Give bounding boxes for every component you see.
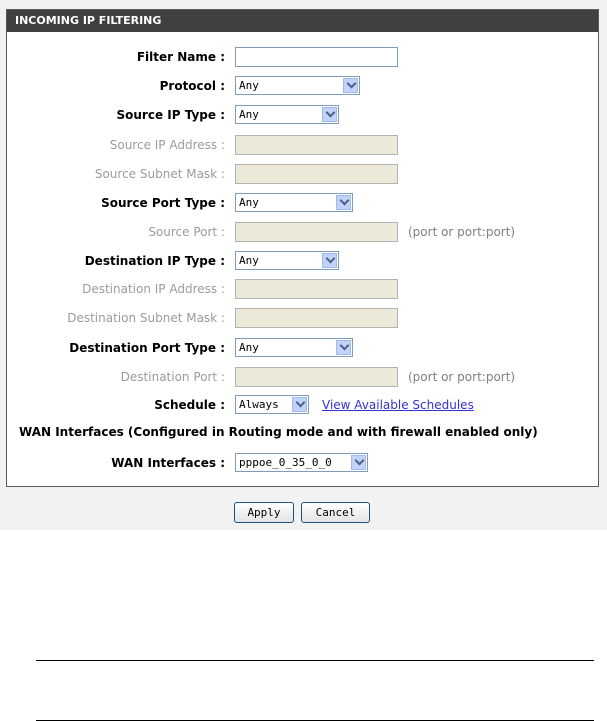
destination-port-type-row	[7, 337, 598, 359]
destination-port-type-select[interactable]	[235, 338, 353, 357]
destination-ip-type-select-value: Any	[239, 254, 259, 267]
wan-interfaces-select[interactable]	[235, 453, 368, 472]
view-available-schedules-link[interactable]: View Available Schedules	[322, 398, 474, 412]
destination-ip-address-row	[7, 278, 598, 300]
destination-subnet-mask-input[interactable]	[235, 308, 398, 328]
destination-ip-address-label: Destination IP Address :	[82, 282, 225, 296]
destination-ip-type-select[interactable]	[235, 251, 339, 270]
source-ip-address-input[interactable]	[235, 135, 398, 155]
filter-name-input[interactable]	[235, 47, 398, 67]
apply-button[interactable]: Apply	[234, 502, 294, 523]
wan-interfaces-heading-row	[7, 421, 598, 443]
source-subnet-mask-row	[7, 163, 598, 185]
wan-interfaces-select-value: pppoe_0_35_0_0	[239, 456, 332, 469]
wan-interfaces-heading: WAN Interfaces (Configured in Routing mode and with firewall enabled only)	[19, 425, 538, 439]
source-port-label: Source Port :	[148, 225, 225, 239]
chevron-down-icon[interactable]	[336, 195, 351, 210]
divider-line	[36, 660, 594, 661]
schedule-label: Schedule :	[154, 398, 225, 412]
protocol-row	[7, 75, 598, 97]
incoming-ip-filtering-panel	[6, 9, 599, 487]
destination-subnet-mask-label: Destination Subnet Mask :	[67, 311, 225, 325]
chevron-down-icon[interactable]	[343, 78, 358, 93]
destination-subnet-mask-row	[7, 307, 598, 329]
source-port-input[interactable]	[235, 222, 398, 242]
source-ip-type-select[interactable]	[235, 105, 339, 124]
source-port-hint: (port or port:port)	[408, 225, 516, 239]
chevron-down-icon[interactable]	[322, 253, 337, 268]
source-ip-type-label: Source IP Type :	[116, 108, 225, 122]
chevron-down-icon[interactable]	[351, 455, 366, 470]
source-ip-type-select-value: Any	[239, 108, 259, 121]
destination-port-type-select-value: Any	[239, 341, 259, 354]
wan-interfaces-row	[7, 452, 598, 474]
chevron-down-icon[interactable]	[322, 107, 337, 122]
protocol-select[interactable]	[235, 76, 360, 95]
source-ip-address-label: Source IP Address :	[109, 138, 225, 152]
schedule-row	[7, 394, 598, 416]
source-subnet-mask-label: Source Subnet Mask :	[94, 167, 225, 181]
source-ip-address-row	[7, 134, 598, 156]
destination-port-hint: (port or port:port)	[408, 370, 516, 384]
source-port-type-select[interactable]	[235, 193, 353, 212]
protocol-label: Protocol :	[159, 79, 225, 93]
filter-name-label: Filter Name :	[136, 50, 225, 64]
source-ip-type-row	[7, 104, 598, 126]
schedule-select[interactable]	[235, 395, 309, 414]
source-port-row	[7, 221, 598, 243]
source-port-type-row	[7, 192, 598, 214]
destination-port-row	[7, 366, 598, 388]
chevron-down-icon[interactable]	[336, 340, 351, 355]
destination-port-label: Destination Port :	[120, 370, 225, 384]
destination-port-input[interactable]	[235, 367, 398, 387]
cancel-button[interactable]: Cancel	[301, 502, 370, 523]
source-port-type-label: Source Port Type :	[101, 196, 225, 210]
schedule-select-value: Always	[239, 398, 279, 411]
destination-ip-type-label: Destination IP Type :	[84, 254, 225, 268]
chevron-down-icon[interactable]	[292, 397, 307, 412]
source-port-type-select-value: Any	[239, 196, 259, 209]
destination-ip-type-row	[7, 250, 598, 272]
panel-title: INCOMING IP FILTERING	[7, 10, 598, 32]
destination-ip-address-input[interactable]	[235, 279, 398, 299]
protocol-select-value: Any	[239, 79, 259, 92]
wan-interfaces-label: WAN Interfaces :	[111, 456, 225, 470]
source-subnet-mask-input[interactable]	[235, 164, 398, 184]
filter-name-row	[7, 46, 598, 68]
destination-port-type-label: Destination Port Type :	[69, 341, 225, 355]
